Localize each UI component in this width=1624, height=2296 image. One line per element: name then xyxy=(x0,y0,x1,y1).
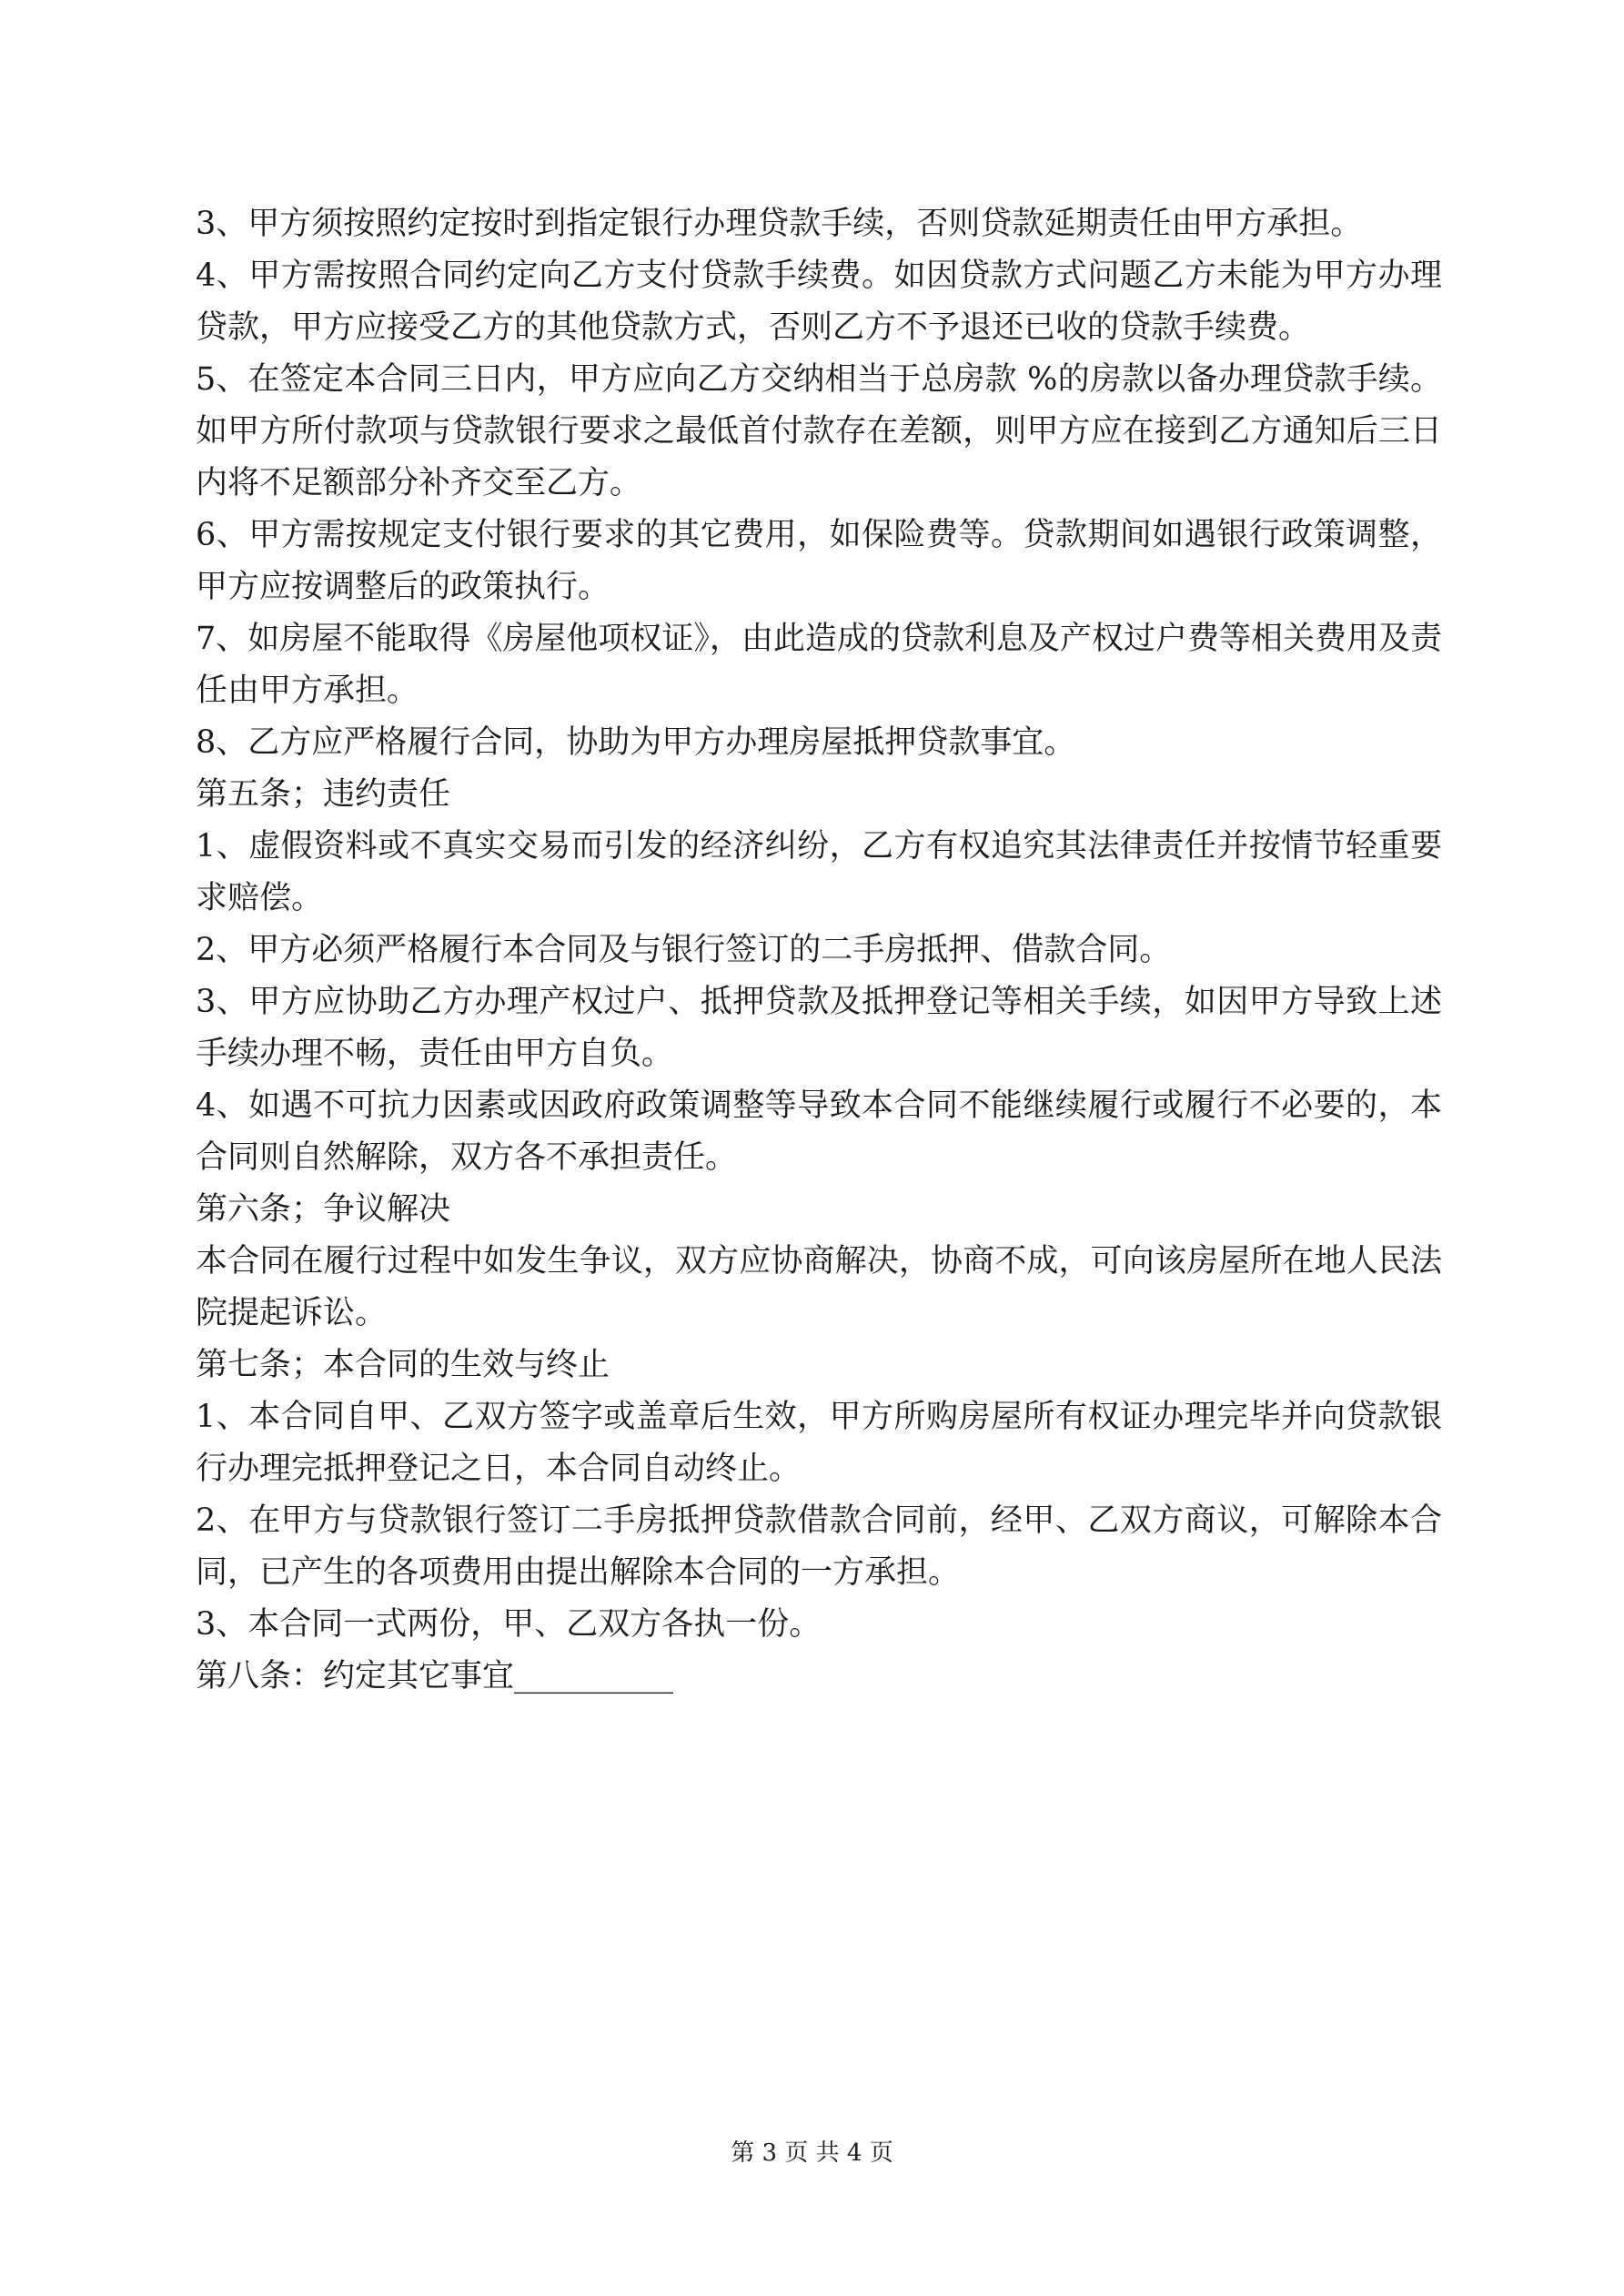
article-5-heading: 第五条；违约责任 xyxy=(196,776,451,813)
article-5-item-1: 1、虚假资料或不真实交易而引发的经济纠纷，乙方有权追究其法律责任并按情节轻重要求赔偿。 xyxy=(196,828,1442,916)
article-5-item-2: 2、甲方必须严格履行本合同及与银行签订的二手房抵押、借款合同。 xyxy=(196,932,1172,968)
article-8-heading: 第八条：约定其它事宜__________ xyxy=(196,1658,674,1694)
clause-7-property-certificate: 7、如房屋不能取得《房屋他项权证》，由此造成的贷款利息及产权过户费等相关费用及责任由甲方承担。 xyxy=(196,621,1442,709)
article-7-heading: 第七条；本合同的生效与终止 xyxy=(196,1347,610,1383)
article-5-item-3: 3、甲方应协助乙方办理产权过户、抵押贷款及抵押登记等相关手续，如因甲方导致上述手续办理不畅，责任由甲方自负。 xyxy=(196,984,1442,1072)
article-7-item-1: 1、本合同自甲、乙双方签字或盖章后生效，甲方所购房屋所有权证办理完毕并向贷款银行办理完抵押登记之日，本合同自动终止。 xyxy=(196,1399,1442,1487)
clause-4-loan-fee: 4、甲方需按照合同约定向乙方支付贷款手续费。如因贷款方式问题乙方未能为甲方办理贷款，甲方应接受乙方的其他贷款方式，否则乙方不予退还已收的贷款手续费。 xyxy=(196,258,1442,346)
article-6-heading: 第六条；争议解决 xyxy=(196,1191,451,1228)
article-7-item-2: 2、在甲方与贷款银行签订二手房抵押贷款借款合同前，经甲、乙双方商议，可解除本合同，已产生的各项费用由提出解除本合同的一方承担。 xyxy=(196,1502,1442,1591)
document-body xyxy=(196,198,1442,1703)
clause-8-party-b-duty: 8、乙方应严格履行合同，协助为甲方办理房屋抵押贷款事宜。 xyxy=(196,724,1076,761)
page-footer: 第 3 页 共 4 页 xyxy=(731,2139,893,2167)
article-5-item-4: 4、如遇不可抗力因素或因政府政策调整等导致本合同不能继续履行或履行不必要的，本合同则自然解除，双方各不承担责任。 xyxy=(196,1087,1442,1176)
article-7-item-3: 3、本合同一式两份，甲、乙双方各执一份。 xyxy=(196,1606,822,1643)
clause-6-bank-fees: 6、甲方需按规定支付银行要求的其它费用，如保险费等。贷款期间如遇银行政策调整，甲方应按调整后的政策执行。 xyxy=(196,517,1442,605)
clause-5-down-payment: 5、在签定本合同三日内，甲方应向乙方交纳相当于总房款 %的房款以备办理贷款手续。如甲方所付款项与贷款银行要求之最低首付款存在差额，则甲方应在接到乙方通知后三日内将不足额部分补齐交至乙方。 xyxy=(196,361,1442,501)
article-6-body: 本合同在履行过程中如发生争议，双方应协商解决，协商不成，可向该房屋所在地人民法院提起诉讼。 xyxy=(196,1243,1442,1331)
clause-3-loan-procedure: 3、甲方须按照约定按时到指定银行办理贷款手续，否则贷款延期责任由甲方承担。 xyxy=(196,206,1363,242)
